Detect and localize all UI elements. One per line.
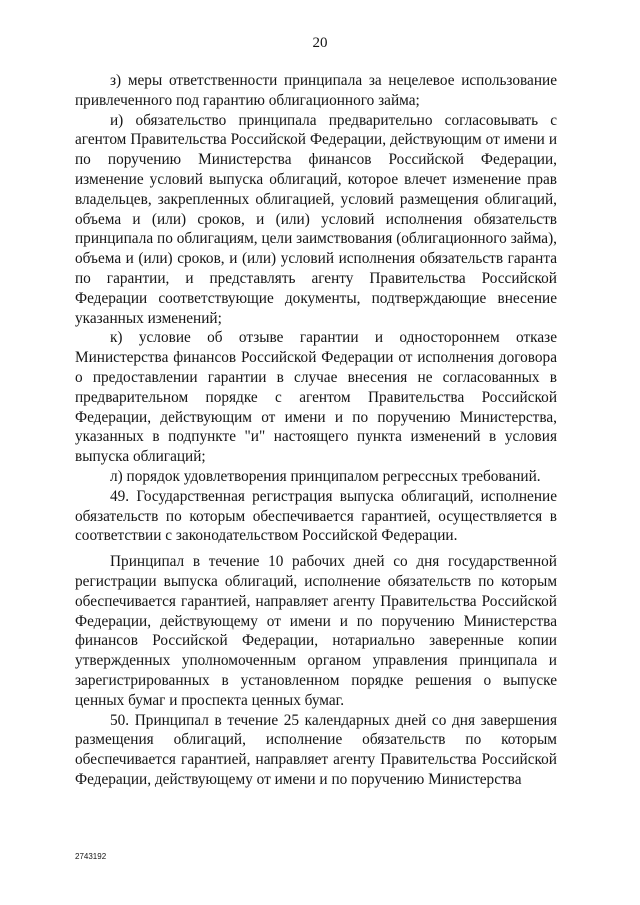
paragraph-49-registration: 49. Государственная регистрация выпуска облигаций, исполнение обязательств по которым обеспечивается гарантией, осуществляется в соответствии с законодательством Российской Федерации. bbox=[75, 487, 557, 545]
paragraph-z-responsibility: з) меры ответственности принципала за нецелевое использование привлеченного под гарантию облигационного займа; bbox=[75, 72, 557, 109]
paragraph-principal-10-days: Принципал в течение 10 рабочих дней со дня государственной регистрации выпуска облигаций, исполнение обязательств по которым обеспечивается гарантией, направляет агенту Правительства Российской Федерации, действующему от имени и по поручению Министерства финансов Российской Федерации, нотариально заверенные копии утвержденных уполномоченным органом управления принципала и зарегистрированных в установленном порядке решения о выпуске ценных бумаг и проспекта ценных бумаг. bbox=[75, 553, 557, 709]
paragraph-l-regress: л) порядок удовлетворения принципалом регрессных требований. bbox=[110, 467, 541, 485]
paragraph-k-condition: к) условие об отзыве гарантии и одностороннем отказе Министерства финансов Российской Федерации от исполнения договора о предоставлении гарантии в случае внесения не согласованных в предварительном порядке с агентом Правительства Российской Федерации, действующим от имени и по поручению Министерства, указанных в подпункте "и" настоящего пункта изменений в условия выпуска облигаций; bbox=[75, 329, 557, 466]
paragraph-50-principal-25-days: 50. Принципал в течение 25 календарных дней со дня завершения размещения облигаций, исполнение обязательств по которым обеспечивается гарантией, направляет агенту Правительства Российской Федерации, действующему от имени и по поручению Министерства bbox=[75, 711, 557, 788]
page-number: 20 bbox=[312, 35, 328, 51]
paragraph-i-obligation: и) обязательство принципала предварительно согласовывать с агентом Правительства Российской Федерации, действующим от имени и по поручению Министерства финансов Российской Федерации, изменение условий выпуска облигаций, которое влечет изменение прав владельцев, закрепленных облигацией, условий размещения облигаций, объема и (или) сроков, и (или) условий исполнения обязательств принципала по облигациям, цели заимствования (облигационного займа), объема и (или) сроков, и (или) условий исполнения обязательств гаранта по гарантии, и представлять агенту Правительства Российской Федерации соответствующие документы, подтверждающие внесение указанных изменений; bbox=[75, 111, 557, 327]
document-code: 2743192 bbox=[75, 852, 107, 861]
document-body bbox=[75, 71, 557, 790]
